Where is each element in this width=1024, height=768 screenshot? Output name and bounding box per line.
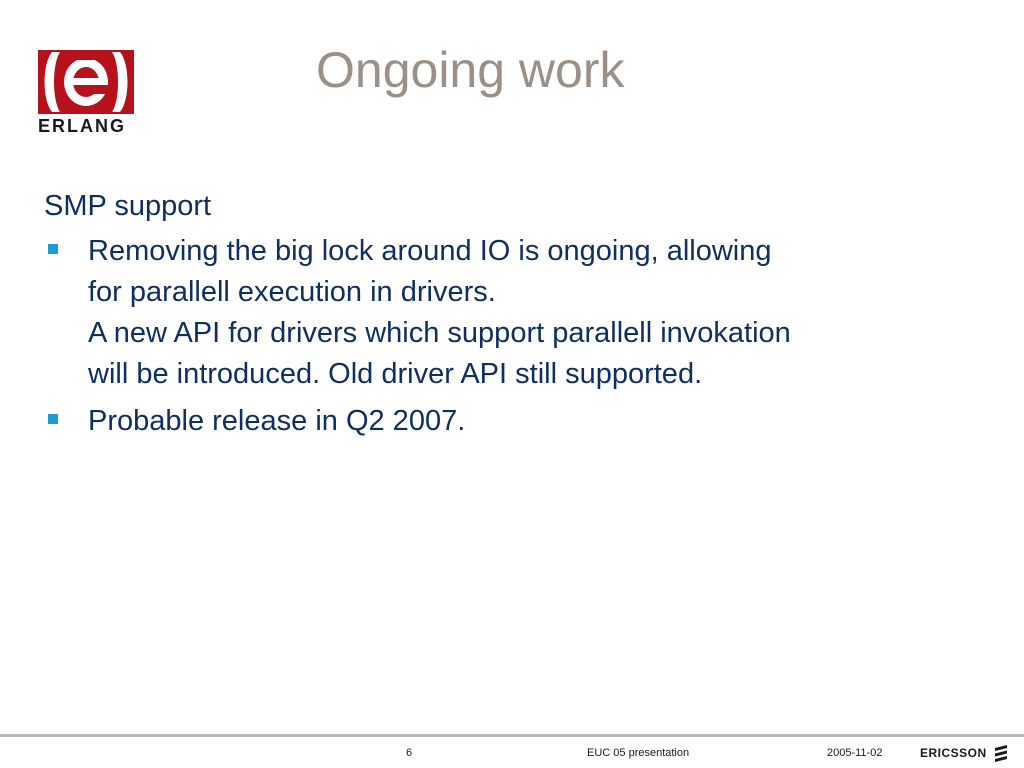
erlang-logo [36,50,136,140]
bullet-line: A new API for drivers which support parallell invokation [88,317,791,349]
presentation-name: EUC 05 presentation [587,747,690,759]
footer-divider [0,734,1024,737]
bullet-line: Removing the big lock around IO is ongoing, allowing [88,235,772,267]
bullet-line: Probable release in Q2 2007. [88,405,466,437]
page-number: 6 [406,747,413,759]
bullet-line: will be introduced. Old driver API still supported. [88,358,703,390]
bullet-item [44,401,944,442]
ericsson-stripes-icon [993,744,1009,762]
bullet-list [44,231,944,442]
square-bullet-icon [48,244,58,254]
slide-title: Ongoing work [316,42,625,98]
bullet-item [44,231,944,395]
ericsson-logo [920,744,1009,762]
erlang-wordmark: ERLANG [38,116,126,136]
presentation-date: 2005-11-02 [827,747,883,759]
ericsson-wordmark: ERICSSON [920,746,987,760]
bullet-line: for parallell execution in drivers. [88,276,496,308]
section-heading: SMP support [44,190,212,222]
erlang-e-icon [38,50,134,114]
square-bullet-icon [48,414,58,424]
slide-content [44,186,944,448]
